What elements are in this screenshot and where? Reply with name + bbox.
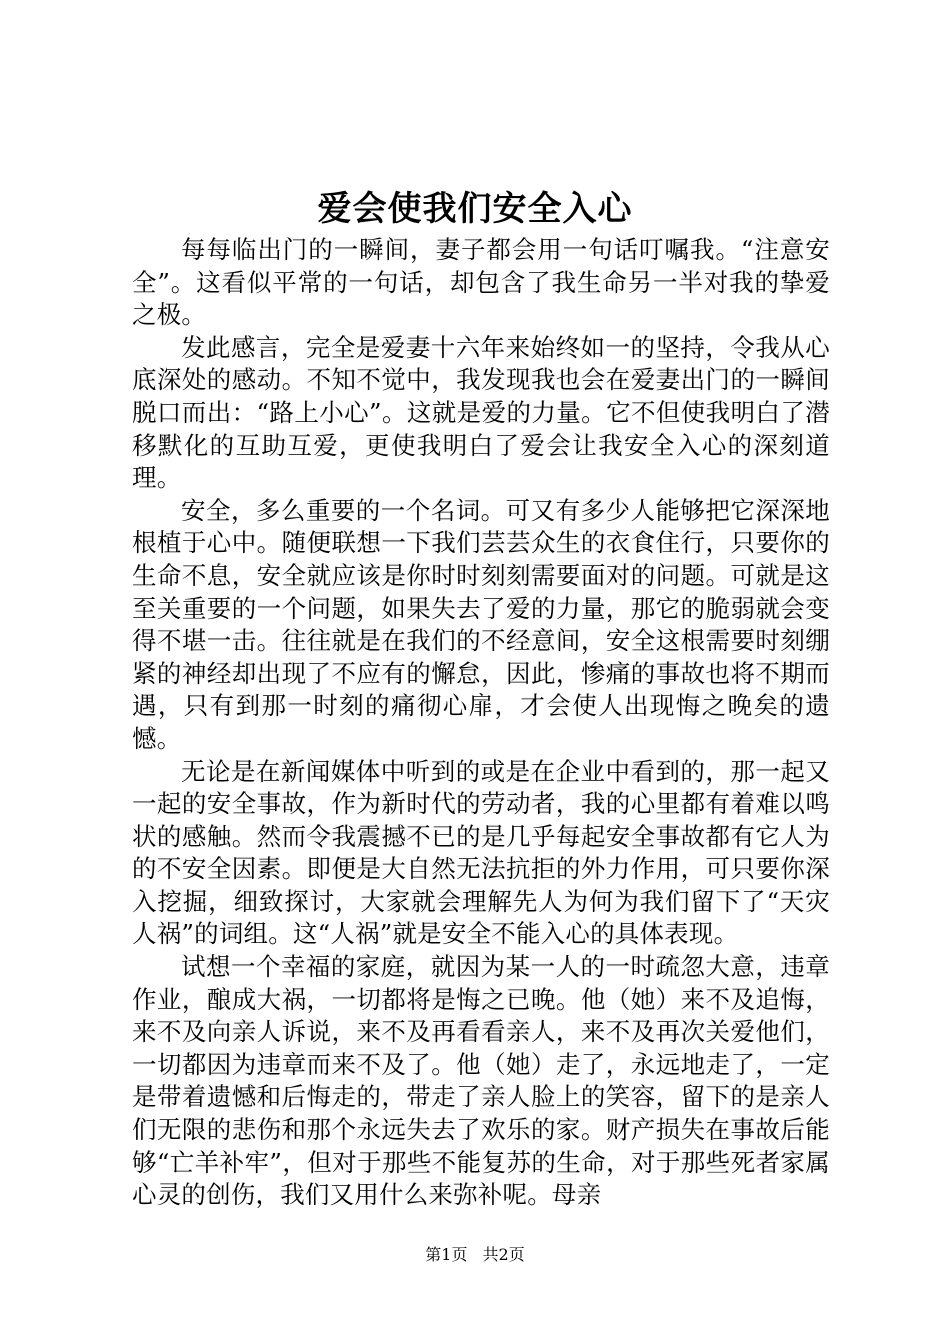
page-total: 共2页	[482, 1245, 525, 1264]
page-number: 第1页	[425, 1245, 468, 1264]
document-body	[132, 234, 830, 1212]
paragraph-1: 每每临出门的一瞬间，妻子都会用一句话叮嘱我。“注意安全”。这看似平常的一句话，却包含了我生命另一半对我的挚爱之极。	[132, 235, 830, 330]
paragraph-5: 试想一个幸福的家庭，就因为某一人的一时疏忽大意，违章作业，酿成大祸，一切都将是悔之已晚。他（她）来不及追悔，来不及向亲人诉说，来不及再看看亲人，来不及再次关爱他们，一切都因为违章而来不及了。他（她）走了，永远地走了，一定是带着遗憾和后悔走的，带走了亲人脸上的笑容，留下的是亲人们无限的悲伤和那个永远失去了欢乐的家。财产损失在事故后能够“亡羊补牢”，但对于那些不能复苏的生命，对于那些死者家属心灵的创伤，我们又用什么来弥补呢。母亲	[132, 952, 830, 1210]
page-footer	[0, 1245, 950, 1265]
document-title: 爱会使我们安全入心	[317, 189, 633, 229]
paragraph-2: 发此感言，完全是爱妻十六年来始终如一的坚持，令我从心底深处的感动。不知不觉中，我发现我也会在爱妻出门的一瞬间脱口而出：“路上小心”。这就是爱的力量。它不但使我明白了潜移默化的互助互爱，更使我明白了爱会让我安全入心的深刻道理。	[132, 332, 830, 493]
paragraph-3: 安全，多么重要的一个名词。可又有多少人能够把它深深地根植于心中。随便联想一下我们芸芸众生的衣食住行，只要你的生命不息，安全就应该是你时时刻刻需要面对的问题。可就是这至关重要的一个问题，如果失去了爱的力量，那它的脆弱就会变得不堪一击。往往就是在我们的不经意间，安全这根需要时刻绷紧的神经却出现了不应有的懈怠，因此，惨痛的事故也将不期而遇，只有到那一时刻的痛彻心扉，才会使人出现悔之晚矣的遗憾。	[132, 495, 830, 753]
paragraph-4: 无论是在新闻媒体中听到的或是在企业中看到的，那一起又一起的安全事故，作为新时代的劳动者，我的心里都有着难以鸣状的感触。然而令我震撼不已的是几乎每起安全事故都有它人为的不安全因素。即便是大自然无法抗拒的外力作用，可只要你深入挖掘，细致探讨，大家就会理解先人为何为我们留下了“天灾人祸”的词组。这“人祸”就是安全不能入心的具体表现。	[132, 756, 830, 949]
